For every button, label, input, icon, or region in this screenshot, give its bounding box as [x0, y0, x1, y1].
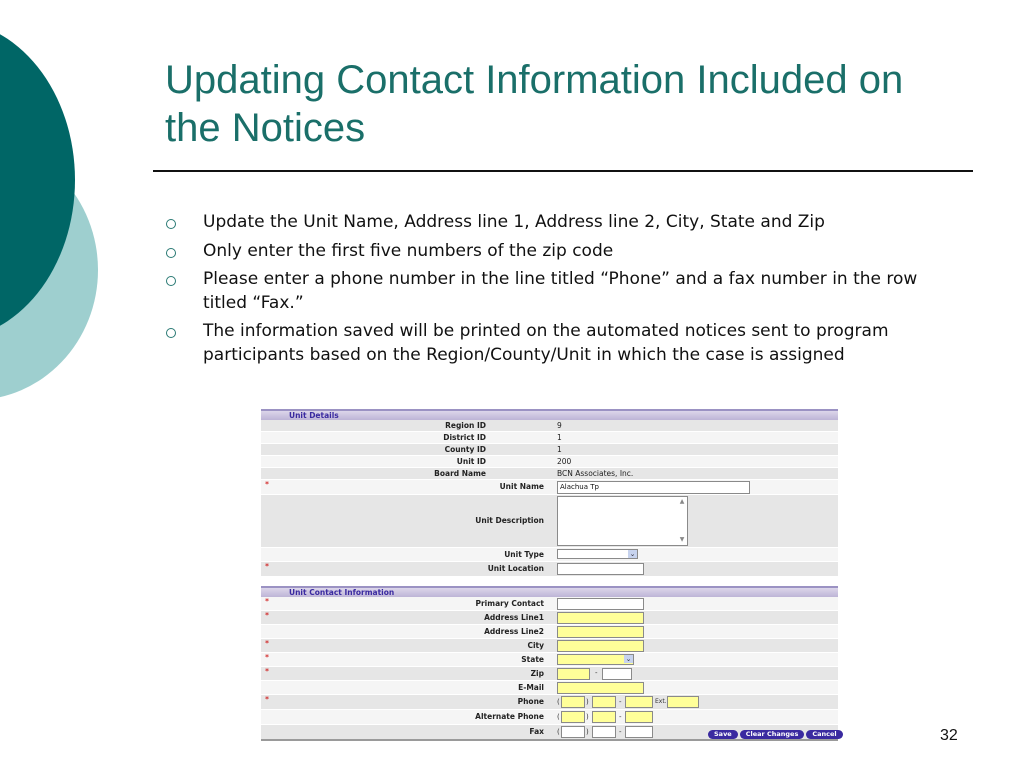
- required-asterisk: *: [265, 639, 269, 648]
- bullet-circle-icon: [166, 219, 176, 229]
- alt-phone-area-input[interactable]: [561, 711, 585, 723]
- unit-form-screenshot: [261, 409, 838, 741]
- address2-input[interactable]: [557, 626, 644, 638]
- unit-description-textarea[interactable]: [557, 496, 688, 546]
- chevron-down-icon: ⌄: [625, 655, 632, 663]
- alt-phone-prefix-input[interactable]: [592, 711, 616, 723]
- fax-close-paren: ): [586, 728, 589, 736]
- board-name-value: BCN Associates, Inc.: [557, 469, 634, 478]
- unit-id-value: 200: [557, 457, 572, 466]
- fax-dash: -: [619, 728, 622, 736]
- page-number: 32: [940, 727, 958, 744]
- scroll-up-icon[interactable]: ▲: [679, 498, 685, 505]
- fax-open-paren: (: [557, 728, 560, 736]
- required-asterisk: *: [265, 667, 269, 676]
- form-row-unit-name: [261, 480, 838, 495]
- address1-input[interactable]: [557, 612, 644, 624]
- form-row-zip: [261, 667, 838, 681]
- section-gap: [261, 577, 838, 586]
- required-asterisk: *: [265, 562, 269, 571]
- county-id-value: 1: [557, 445, 562, 454]
- form-row-district-id: [261, 432, 838, 444]
- form-row-address2: [261, 625, 838, 639]
- required-asterisk: *: [265, 611, 269, 620]
- bullet-circle-icon: [166, 248, 176, 258]
- form-row-unit-type: [261, 548, 838, 562]
- bullet-item: [163, 240, 963, 264]
- unit-name-input[interactable]: Alachua Tp: [557, 481, 750, 494]
- phone-label: Phone: [517, 697, 544, 706]
- region-id-label: Region ID: [445, 421, 486, 430]
- city-label: City: [527, 641, 544, 650]
- form-button-bar: [447, 730, 843, 739]
- form-row-phone: [261, 695, 838, 710]
- alt-phone-label: Alternate Phone: [475, 712, 544, 721]
- phone-ext-label: Ext.: [655, 698, 667, 705]
- zip-dash: -: [595, 669, 598, 677]
- email-label: E-Mail: [518, 683, 544, 692]
- unit-type-label: Unit Type: [504, 550, 544, 559]
- unit-location-label: Unit Location: [487, 564, 544, 573]
- primary-contact-label: Primary Contact: [475, 599, 544, 608]
- form-row-unit-id: [261, 456, 838, 468]
- bullet-list: [163, 211, 963, 372]
- bullet-circle-icon: [166, 328, 176, 338]
- unit-type-select[interactable]: [557, 549, 638, 559]
- phone-dash: -: [619, 698, 622, 706]
- slide-title: Updating Contact Information Included on the Notices: [165, 58, 904, 150]
- scroll-down-icon[interactable]: ▼: [679, 536, 685, 543]
- alt-phone-dash: -: [619, 713, 622, 721]
- bullet-text: Please enter a phone number in the line titled “Phone” and a fax number in the row titled “Fax.”: [203, 269, 918, 313]
- save-button[interactable]: Save: [708, 730, 738, 739]
- board-name-label: Board Name: [434, 469, 486, 478]
- address1-label: Address Line1: [484, 613, 544, 622]
- chevron-down-icon: ⌄: [629, 550, 636, 558]
- unit-name-label: Unit Name: [499, 482, 544, 491]
- clear-changes-button[interactable]: Clear Changes: [740, 730, 805, 739]
- alt-phone-line-input[interactable]: [625, 711, 653, 723]
- unit-location-input[interactable]: [557, 563, 644, 575]
- required-asterisk: *: [265, 695, 269, 704]
- phone-ext-input[interactable]: [667, 696, 699, 708]
- bullet-text: Update the Unit Name, Address line 1, Address line 2, City, State and Zip: [203, 212, 825, 232]
- unit-contact-header: Unit Contact Information: [261, 586, 838, 597]
- address2-label: Address Line2: [484, 627, 544, 636]
- bullet-item: [163, 211, 963, 235]
- form-row-email: [261, 681, 838, 695]
- unit-details-header: Unit Details: [261, 409, 838, 420]
- bullet-text: Only enter the first five numbers of the zip code: [203, 240, 614, 261]
- cancel-button[interactable]: Cancel: [806, 730, 842, 739]
- bullet-circle-icon: [166, 276, 176, 286]
- form-row-address1: [261, 611, 838, 625]
- form-row-city: [261, 639, 838, 653]
- alt-phone-open-paren: (: [557, 713, 560, 721]
- form-row-unit-description: [261, 495, 838, 548]
- form-row-primary-contact: [261, 597, 838, 611]
- phone-open-paren: (: [557, 698, 560, 706]
- required-asterisk: *: [265, 597, 269, 606]
- form-row-state: [261, 653, 838, 667]
- title-divider: [153, 170, 973, 172]
- unit-description-label: Unit Description: [475, 516, 544, 525]
- email-input[interactable]: [557, 682, 644, 694]
- form-row-unit-location: [261, 562, 838, 577]
- fax-label: Fax: [529, 727, 544, 736]
- form-row-board-name: [261, 468, 838, 480]
- required-asterisk: *: [265, 480, 269, 489]
- bullet-item: [163, 268, 963, 315]
- form-row-county-id: [261, 444, 838, 456]
- city-input[interactable]: [557, 640, 644, 652]
- bullet-item: [163, 320, 963, 367]
- phone-prefix-input[interactable]: [592, 696, 616, 708]
- required-asterisk: *: [265, 653, 269, 662]
- form-row-region-id: [261, 420, 838, 432]
- phone-area-input[interactable]: [561, 696, 585, 708]
- zip-label: Zip: [530, 669, 544, 678]
- zip-input[interactable]: [557, 668, 590, 680]
- bullet-text: The information saved will be printed on the automated notices sent to program participants based on the Region/County/Unit in which the case is assigned: [203, 321, 889, 365]
- state-select[interactable]: [557, 654, 634, 665]
- district-id-value: 1: [557, 433, 562, 442]
- district-id-label: District ID: [443, 433, 486, 442]
- county-id-label: County ID: [444, 445, 486, 454]
- phone-close-paren: ): [586, 698, 589, 706]
- form-row-alt-phone: [261, 710, 838, 725]
- region-id-value: 9: [557, 421, 562, 430]
- phone-line-input[interactable]: [625, 696, 653, 708]
- zip-extension-input[interactable]: [602, 668, 632, 680]
- unit-id-label: Unit ID: [456, 457, 486, 466]
- alt-phone-close-paren: ): [586, 713, 589, 721]
- state-label: State: [521, 655, 544, 664]
- primary-contact-input[interactable]: [557, 598, 644, 610]
